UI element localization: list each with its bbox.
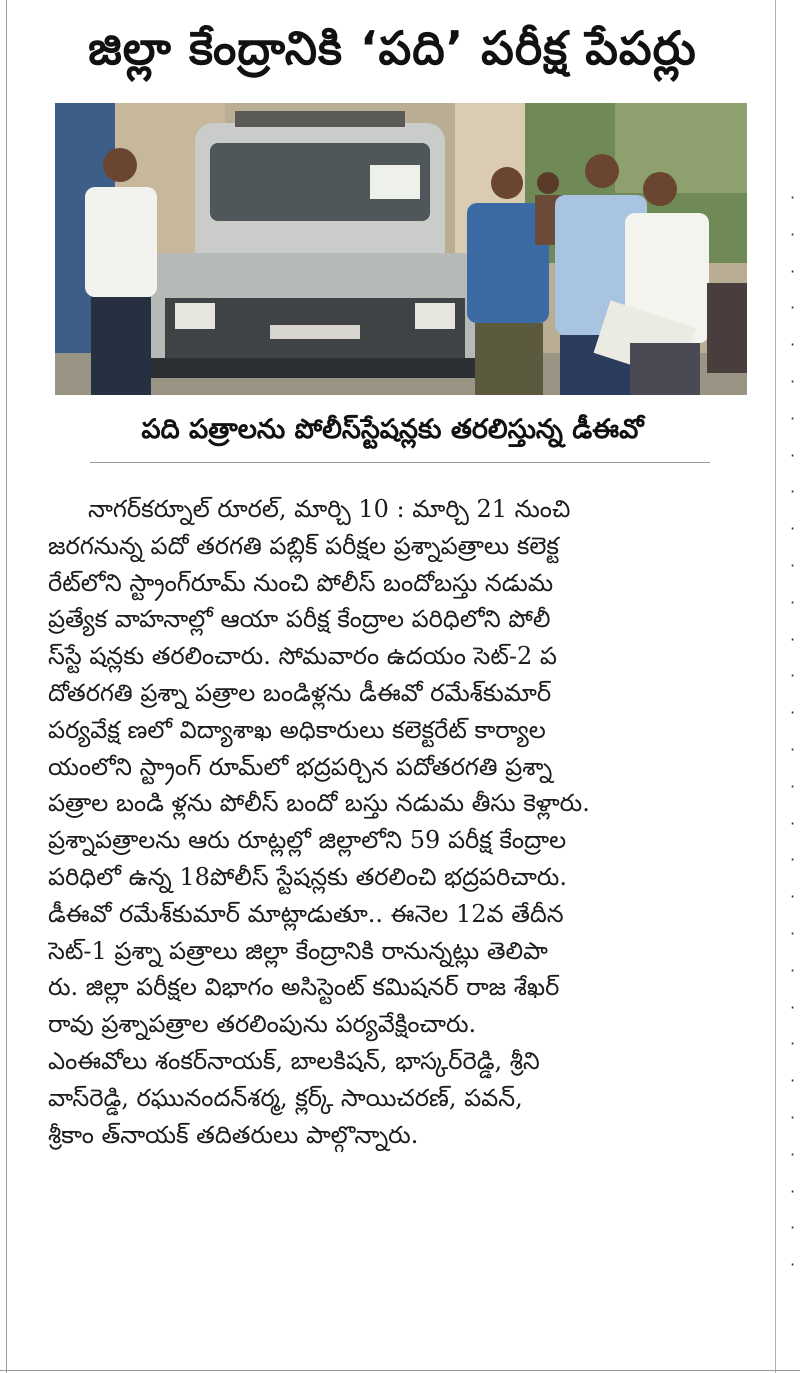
article-line: ప్రత్యేక వాహనాల్లో ఆయా పరీక్ష కేంద్రాల పరిధిలోని పోలీ bbox=[48, 605, 551, 634]
article-line: ప్రశ్నాపత్రాలను ఆరు రూట్లల్లో జిల్లాలోని 59 పరీక్ష కేంద్రాల bbox=[48, 826, 567, 855]
article-line: సెట్‌-1 ప్రశ్నా పత్రాలు జిల్లా కేంద్రానికి రానున్నట్లు తెలిపా bbox=[48, 936, 548, 965]
article-line: స్‌స్టే షన్లకు తరలించారు. సోమవారం ఉదయం సెట్‌-2 ప bbox=[48, 642, 557, 671]
article-line: జరగనున్న పదో తరగతి పబ్లిక్‌ పరీక్షల ప్రశ్నాపత్రాలు కలెక్ట bbox=[48, 531, 559, 560]
article-line: నాగర్‌కర్నూల్‌ రూరల్‌, మార్చి 10 : మార్చి 21 నుంచి bbox=[88, 495, 571, 523]
article-line: రు. జిల్లా పరీక్షల విభాగం అసిస్టెంట్‌ కమిషనర్‌ రాజ శేఖర్‌ bbox=[48, 973, 560, 1002]
article-line: పరిధిలో ఉన్న 18పోలీస్‌ స్టేషన్లకు తరలించి భద్రపరిచారు. bbox=[48, 862, 567, 891]
article-line: వాస్‌రెడ్డి, రఘునందన్‌శర్మ, క్లర్క్‌ సాయిచరణ్‌, పవన్‌, bbox=[48, 1083, 523, 1112]
adjacent-column-fragment: · · · · · · · · · · · · · · · · · · · · · · · · · · · · · · bbox=[790, 188, 796, 1275]
article-line: పర్యవేక్ష ణలో విద్యాశాఖ అధికారులు కలెక్టరేట్‌ కార్యాల bbox=[48, 715, 546, 744]
column-divider bbox=[775, 0, 776, 1373]
page-edge-left bbox=[6, 0, 7, 1373]
article-line: పత్రాల బండి ళ్లను పోలీస్‌ బందో బస్తు నడుమ తీసు కెళ్లారు. bbox=[48, 789, 590, 818]
headline: జిల్లా కేంద్రానికి ‘పది’ పరీక్ష పేపర్లు bbox=[88, 21, 697, 75]
caption-divider bbox=[90, 462, 710, 463]
article-line: రేట్‌లోని స్ట్రాంగ్‌రూమ్‌ నుంచి పోలీస్‌ బందోబస్తు నడుమ bbox=[48, 568, 554, 597]
article-line: దోతరగతి ప్రశ్నా పత్రాల బండిళ్లను డీఈవో రమేశ్‌కుమార్‌ bbox=[48, 678, 552, 707]
bottom-edge bbox=[0, 1370, 800, 1371]
article-line: రావు ప్రశ్నాపత్రాల తరలింపును పర్యవేక్షించారు. bbox=[48, 1010, 477, 1039]
photo-caption: పది పత్రాలను పోలీస్‌స్టేషన్లకు తరలిస్తున్న డీఈవో bbox=[141, 414, 644, 445]
article-line: ఎంఈవోలు శంకర్‌నాయక్‌, బాలకిషన్‌, భాస్కర్‌రెడ్డి, శ్రీని bbox=[48, 1046, 540, 1075]
article-line: శ్రీకాం త్‌నాయక్‌ తదితరులు పాల్గొన్నారు. bbox=[48, 1120, 419, 1149]
article-line: యంలోని స్ట్రాంగ్‌ రూమ్‌లో భద్రపర్చిన పదోతరగతి ప్రశ్నా bbox=[48, 752, 553, 781]
article-line: డీఈవో రమేశ్‌కుమార్‌ మాట్లాడుతూ.. ఈనెల 12వ తేదీన bbox=[48, 899, 564, 928]
news-photo bbox=[55, 103, 747, 395]
article-body bbox=[48, 491, 766, 1153]
